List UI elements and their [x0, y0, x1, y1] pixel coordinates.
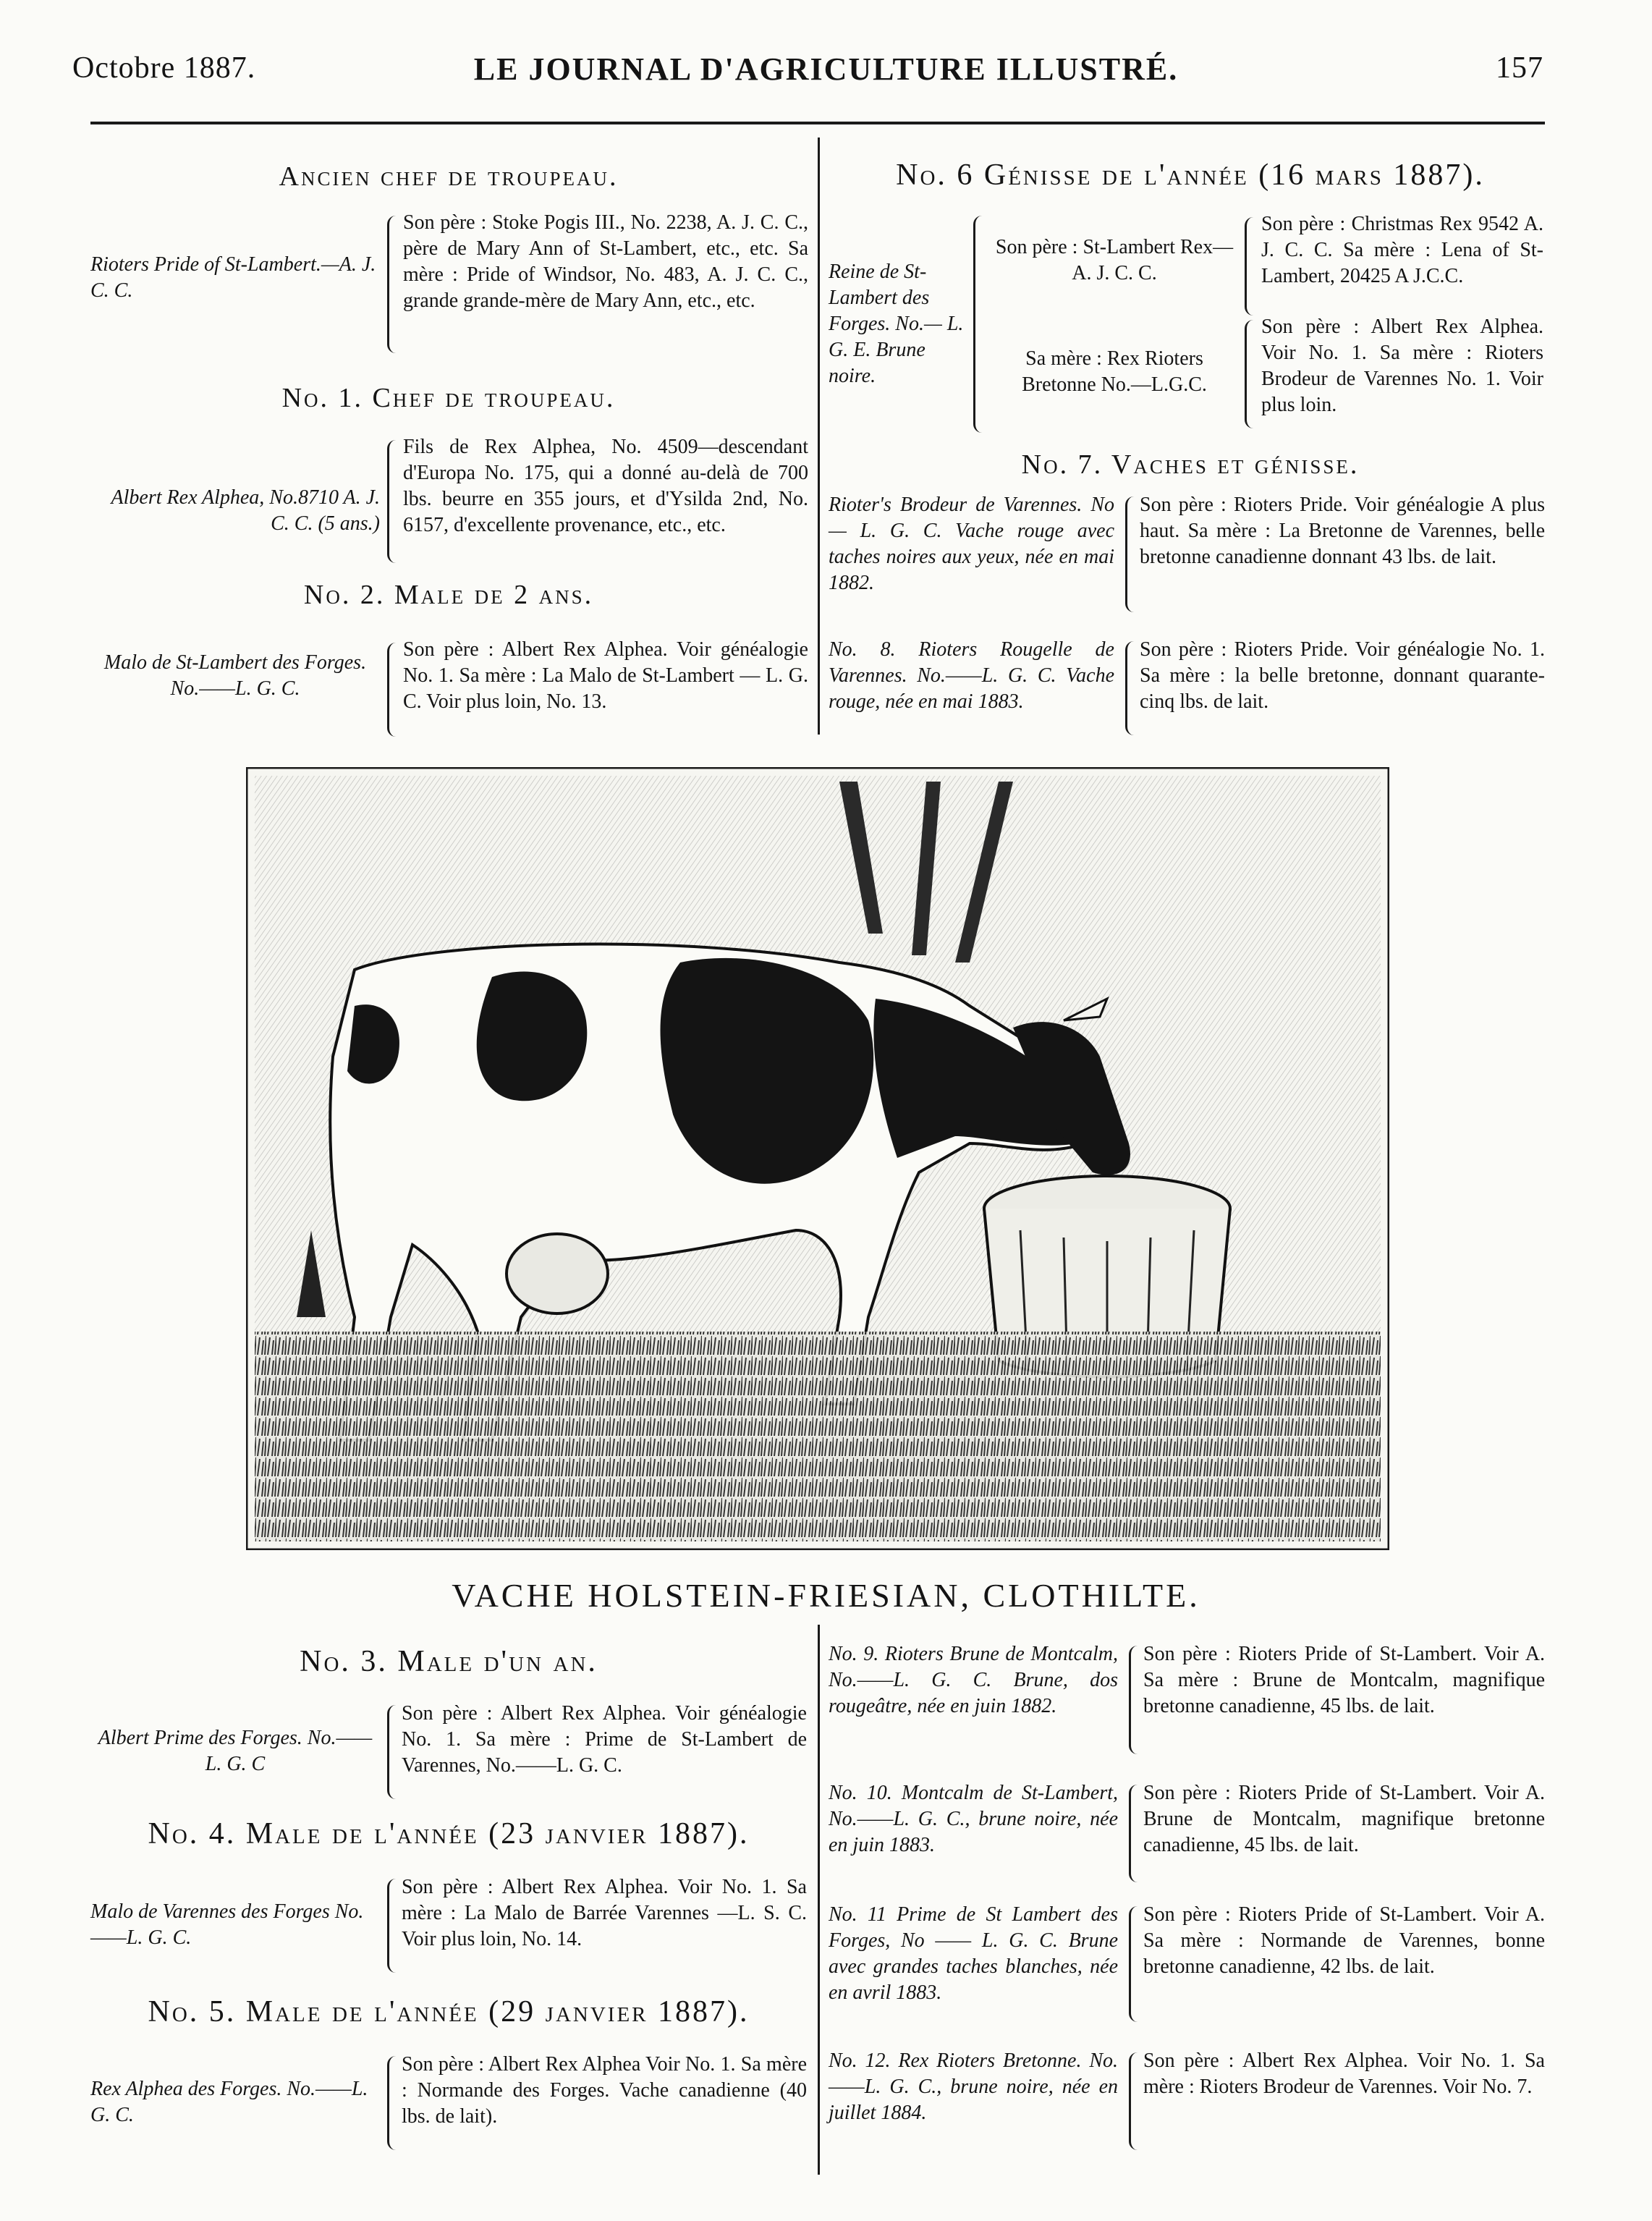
pedigree-entry	[90, 1701, 814, 1809]
dam-line: Sa mère : Rex Rioters Bretonne No.—L.G.C.	[1022, 347, 1207, 396]
brace	[1129, 1646, 1143, 1754]
header-rule	[90, 122, 1545, 124]
brace	[387, 1879, 401, 1973]
brace	[387, 2056, 401, 2150]
pedigree-entry	[829, 1902, 1552, 2025]
brace	[387, 643, 402, 737]
pedigree-details: Son père : Albert Rex Alphea. Voir généalogie No. 1. Sa mère : La Malo de St-Lambert — L. G. C. Voir plus loin, No. 13.	[403, 638, 808, 713]
brace	[1129, 1906, 1143, 2022]
brace	[1125, 641, 1139, 735]
pedigree-details: Son père : Rioters Pride. Voir généalogie No. 1. Sa mère : la belle bretonne, donnant quarante-cinq lbs. de lait.	[1140, 638, 1545, 713]
section-title: No. 6 Génisse de l'année (16 mars 1887).	[896, 158, 1485, 192]
brace	[1129, 1785, 1143, 1882]
header-date: Octobre 1887.	[72, 51, 256, 85]
animal-name: No. 12. Rex Rioters Bretonne. No.——L. G. C., brune noire, née en juillet 1884.	[829, 2049, 1118, 2124]
section-title: No. 2. Male de 2 ans.	[303, 580, 594, 610]
section-title: No. 5. Male de l'année (29 janvier 1887).	[148, 1995, 750, 2028]
pedigree-details: Fils de Rex Alphea, No. 4509—descendant d'Europa No. 175, qui a donné au-delà de 700 lbs. beurre en 355 jours, et d'Ysilda 2nd, No. 6157, d'excellente provenance, etc., etc.	[403, 436, 808, 536]
pedigree-entry	[829, 492, 1552, 622]
pedigree-entry	[829, 1780, 1552, 1896]
brace	[387, 440, 402, 563]
pedigree-details: Son père : Rioters Pride of St-Lambert. Voir A. Brune de Montcalm, magnifique bretonne canadienne, 45 lbs. de lait.	[1143, 1782, 1545, 1856]
animal-name: No. 10. Montcalm de St-Lambert, No.——L. G. C., brune noire, née en juin 1883.	[829, 1782, 1118, 1856]
sire-line: Son père : St-Lambert Rex—A. J. C. C.	[995, 236, 1234, 284]
pedigree-entry	[829, 1641, 1552, 1757]
brace	[1245, 217, 1257, 316]
brace	[1129, 2052, 1143, 2150]
pedigree-details: Son père : Albert Rex Alphea. Voir No. 1. Sa mère : La Malo de Barrée Varennes —L. S. C. Voir plus loin, No. 14.	[402, 1876, 807, 1950]
animal-name: No. 8. Rioters Rougelle de Varennes. No.——L. G. C. Vache rouge, née en mai 1883.	[829, 638, 1114, 713]
pedigree-entry	[90, 2052, 814, 2160]
journal-title: LE JOURNAL D'AGRICULTURE ILLUSTRÉ.	[473, 51, 1179, 87]
pedigree-entry	[90, 434, 814, 564]
pedigree-details: Son père : Rioters Pride of St-Lambert. Voir A. Sa mère : Brune de Montcalm, magnifique bretonne canadienne, 45 lbs. de lait.	[1143, 1643, 1545, 1717]
brace	[1125, 496, 1139, 612]
pedigree-details: Son père : Rioters Pride. Voir généalogie A plus haut. Sa mère : La Bretonne de Varennes, belle bretonne canadienne donnant 43 lbs. de lait.	[1140, 494, 1545, 568]
animal-name: Malo de Varennes des Forges No.——L. G. C.	[90, 1900, 364, 1949]
animal-name: Rioters Pride of St-Lambert.—A. J. C. C.	[90, 253, 376, 302]
column-divider-bottom	[818, 1625, 820, 2175]
page-number: 157	[1496, 51, 1543, 85]
dam-details: Son père : Albert Rex Alphea. Voir No. 1. Sa mère : Rioters Brodeur de Varennes No. 1. Voir plus loin.	[1261, 316, 1543, 416]
animal-name: Reine de St-Lambert des Forges. No.— L. G. E. Brune noire.	[829, 261, 964, 387]
section-title: No. 1. Chef de troupeau.	[281, 383, 616, 413]
brace	[973, 216, 987, 433]
animal-name: No. 9. Rioters Brune de Montcalm, No.——L. G. C. Brune, dos rougeâtre, née en juin 1882.	[829, 1643, 1118, 1717]
animal-name: Rex Alphea des Forges. No.——L. G. C.	[90, 2078, 368, 2126]
figure-caption: VACHE HOLSTEIN-FRIESIAN, CLOTHILTE.	[452, 1577, 1200, 1614]
pedigree-details: Son père : Stoke Pogis III., No. 2238, A. J. C. C., père de Mary Ann of St-Lambert, etc., etc. Sa mère : Pride of Windsor, No. 483, A. J. C. C., grande grande-mère de Mary Ann, etc., etc.	[403, 211, 808, 312]
animal-name: Albert Rex Alphea, No.8710 A. J. C. C. (5 ans.)	[111, 486, 380, 535]
section-title: No. 7. Vaches et génisse.	[1021, 449, 1360, 480]
pedigree-details: Son père : Albert Rex Alphea Voir No. 1. Sa mère : Normande des Forges. Vache canadienne (40 lbs. de lait).	[402, 2053, 807, 2128]
column-divider-top	[818, 138, 820, 735]
pedigree-entry	[90, 637, 814, 745]
brace	[1245, 320, 1257, 428]
section-title: No. 3. Male d'un an.	[300, 1645, 598, 1678]
pedigree-entry	[829, 2048, 1552, 2164]
animal-name: No. 11 Prime de St Lambert des Forges, No —— L. G. C. Brune avec grandes taches blanches, née en avril 1883.	[829, 1903, 1118, 2004]
brace	[387, 1705, 401, 1799]
pedigree-entry	[90, 1874, 814, 1983]
cow-engraving	[246, 767, 1389, 1550]
animal-name: Malo de St-Lambert des Forges. No.——L. G. C.	[103, 651, 367, 700]
section-title: Ancien chef de troupeau.	[279, 161, 619, 192]
pedigree-entry	[829, 211, 1552, 436]
pedigree-details: Son père : Albert Rex Alphea. Voir No. 1. Sa mère : Rioters Brodeur de Varennes. Voir No. 7.	[1143, 2049, 1545, 2098]
brace	[387, 216, 402, 353]
pedigree-entry	[90, 210, 814, 355]
pedigree-details: Son père : Albert Rex Alphea. Voir généalogie No. 1. Sa mère : Prime de St-Lambert de Varennes, No.——L. G. C.	[402, 1702, 807, 1777]
sire-details: Son père : Christmas Rex 9542 A. J. C. C. Sa mère : Lena of St-Lambert, 20425 A J.C.C.	[1261, 213, 1543, 287]
animal-name: Rioter's Brodeur de Varennes. No — L. G. C. Vache rouge avec taches noires aux yeux, née en mai 1882.	[829, 494, 1114, 594]
animal-name: Albert Prime des Forges. No.——L. G. C	[98, 1727, 373, 1775]
pedigree-entry	[829, 637, 1552, 745]
section-title: No. 4. Male de l'année (23 janvier 1887).	[148, 1817, 750, 1850]
pedigree-details: Son père : Rioters Pride of St-Lambert. Voir A. Sa mère : Normande de Varennes, bonne bretonne canadienne, 42 lbs. de lait.	[1143, 1903, 1545, 1978]
